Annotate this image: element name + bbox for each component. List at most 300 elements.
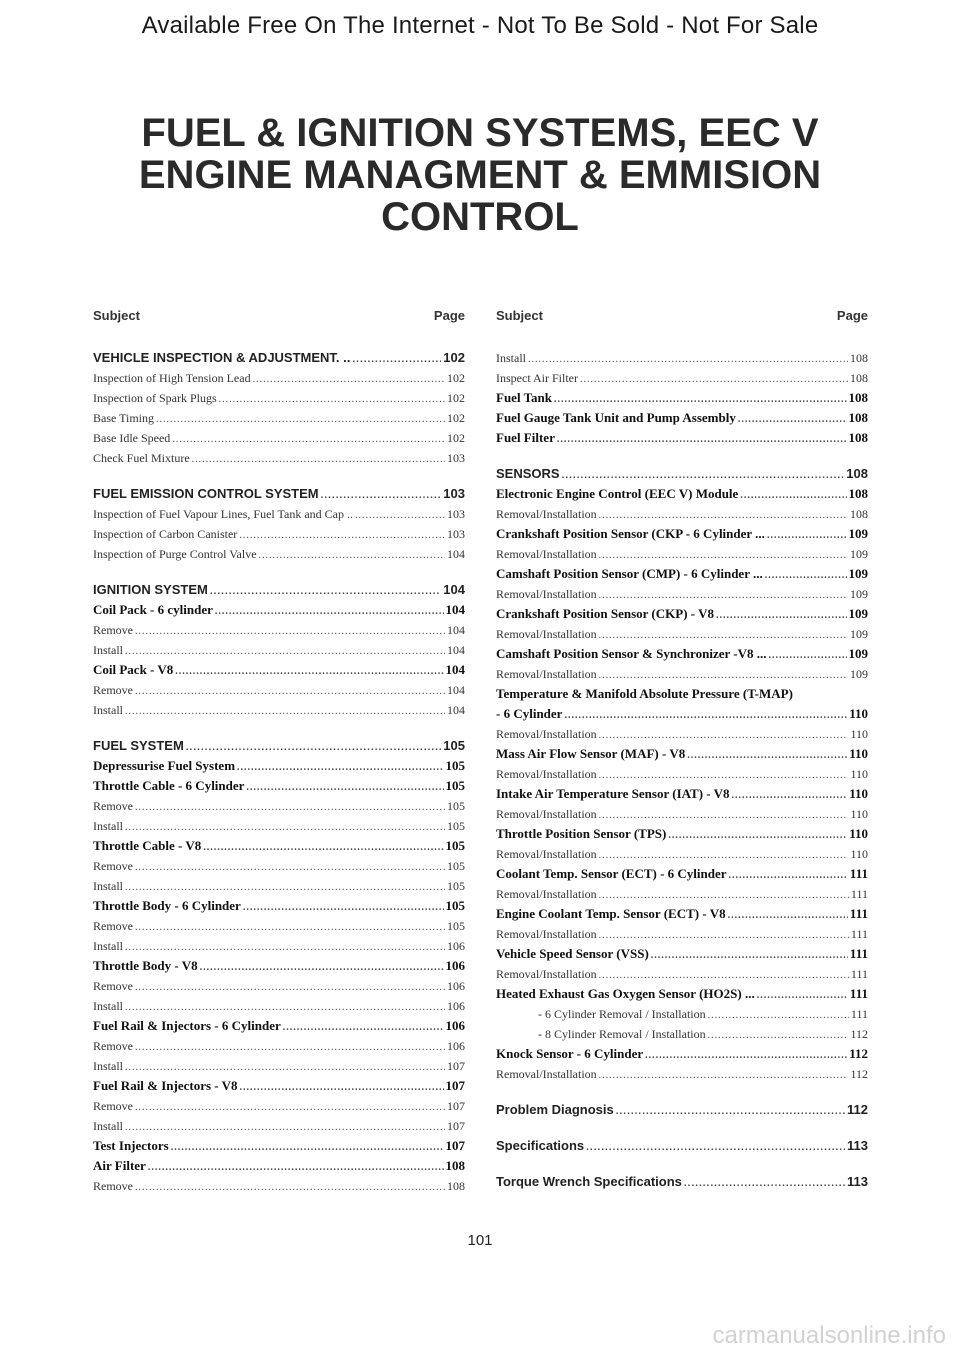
toc-entry-title: Inspection of Fuel Vapour Lines, Fuel Tank and Cap .. bbox=[93, 507, 354, 521]
dot-leader bbox=[767, 526, 847, 546]
dot-leader bbox=[200, 958, 444, 978]
toc-entry-page: 109 bbox=[848, 526, 868, 541]
toc-entry-page: 106 bbox=[447, 999, 465, 1013]
dot-leader bbox=[740, 486, 846, 506]
toc-entry bbox=[496, 864, 868, 884]
toc-entry bbox=[93, 640, 465, 660]
toc-entry-page: 104 bbox=[445, 602, 465, 617]
toc-entry-title: Intake Air Temperature Sensor (IAT) - V8 bbox=[496, 786, 730, 801]
toc-entry-title: Engine Coolant Temp. Sensor (ECT) - V8 bbox=[496, 906, 726, 921]
dot-leader bbox=[156, 410, 445, 430]
toc-entry-page: 102 bbox=[443, 350, 465, 365]
toc-entry-title: Crankshaft Position Sensor (CKP - 6 Cylinder ... bbox=[496, 526, 765, 541]
toc-entry-page: 109 bbox=[850, 547, 868, 561]
dot-leader bbox=[355, 506, 445, 526]
toc-entry bbox=[93, 1076, 465, 1096]
toc-entry-page: 107 bbox=[447, 1119, 465, 1133]
toc-entry bbox=[496, 1064, 868, 1084]
toc-entry bbox=[496, 368, 868, 388]
toc-entry bbox=[496, 804, 868, 824]
toc-entry-title: Removal/Installation bbox=[496, 507, 597, 521]
title-line-2: ENGINE MANAGMENT & EMMISION bbox=[138, 153, 822, 197]
toc-entry bbox=[496, 824, 868, 844]
dot-leader bbox=[148, 1158, 444, 1178]
toc-entry-title: Removal/Installation bbox=[496, 1067, 597, 1081]
toc-entry bbox=[496, 484, 868, 504]
toc-entry-page: 104 bbox=[447, 547, 465, 561]
dot-leader bbox=[125, 1058, 445, 1078]
toc-entry-page: 109 bbox=[848, 646, 868, 661]
toc-entry-page: 111 bbox=[849, 906, 868, 921]
toc-entry-title: Install bbox=[93, 1119, 123, 1133]
toc-entry-page: 105 bbox=[445, 778, 465, 793]
toc-entry-title: Remove bbox=[93, 1099, 133, 1113]
toc-entry-page: 108 bbox=[850, 507, 868, 521]
dot-leader bbox=[125, 642, 445, 662]
toc-entry bbox=[93, 1136, 465, 1156]
toc-entry bbox=[496, 1136, 868, 1156]
toc-entry bbox=[93, 916, 465, 936]
toc-entry-title: Remove bbox=[93, 1039, 133, 1053]
dot-leader bbox=[135, 1098, 445, 1118]
dot-leader bbox=[203, 838, 443, 858]
toc-entry-title: Specifications bbox=[496, 1138, 585, 1153]
dot-leader bbox=[125, 1118, 445, 1138]
dot-leader bbox=[125, 938, 445, 958]
toc-entry bbox=[496, 408, 868, 428]
dot-leader bbox=[599, 726, 849, 746]
dot-leader bbox=[210, 582, 441, 602]
toc-entry bbox=[496, 964, 868, 984]
toc-entry-page: 113 bbox=[847, 1138, 868, 1153]
toc-entry-page: 104 bbox=[443, 582, 465, 597]
toc-entry bbox=[496, 784, 868, 804]
toc-entry-title: Throttle Body - V8 bbox=[93, 958, 198, 973]
toc-entry bbox=[496, 624, 868, 644]
toc-entry bbox=[496, 524, 868, 544]
toc-entry-title: Torque Wrench Specifications bbox=[496, 1174, 682, 1189]
dot-leader bbox=[554, 390, 846, 410]
dot-leader bbox=[564, 706, 847, 726]
toc-entry-page: 110 bbox=[849, 746, 868, 761]
toc-entry-title: Install bbox=[93, 879, 123, 893]
toc-left-column bbox=[93, 308, 465, 1196]
toc-entry bbox=[93, 600, 465, 620]
toc-entry-title: Remove bbox=[93, 799, 133, 813]
toc-entry bbox=[496, 884, 868, 904]
dot-leader bbox=[651, 946, 848, 966]
toc-entry bbox=[496, 984, 868, 1004]
toc-entry-page: 111 bbox=[850, 1007, 868, 1021]
dot-leader bbox=[557, 430, 847, 450]
dot-leader bbox=[215, 602, 444, 622]
toc-entry-title: Removal/Installation bbox=[496, 927, 597, 941]
dot-leader bbox=[135, 1178, 445, 1198]
dot-leader bbox=[687, 746, 847, 766]
dot-leader bbox=[716, 606, 846, 626]
toc-entry-title: Install bbox=[93, 819, 123, 833]
toc-entry-title: Install bbox=[93, 999, 123, 1013]
toc-entry-title: Problem Diagnosis bbox=[496, 1102, 614, 1117]
toc-entry-page: 112 bbox=[850, 1027, 868, 1041]
toc-entry bbox=[496, 664, 868, 684]
top-banner: Available Free On The Internet - Not To Be Sold - Not For Sale bbox=[141, 12, 819, 39]
toc-entry-title: Removal/Installation bbox=[496, 727, 597, 741]
toc-entry bbox=[93, 680, 465, 700]
page-label: Page bbox=[433, 308, 465, 323]
toc-entry-page: 107 bbox=[445, 1078, 465, 1093]
toc-entry-title: Vehicle Speed Sensor (VSS) bbox=[496, 946, 649, 961]
toc-entry-title: Depressurise Fuel System bbox=[93, 758, 236, 773]
toc-entry bbox=[93, 1156, 465, 1176]
toc-entry bbox=[93, 1096, 465, 1116]
toc-entry-page: 110 bbox=[850, 767, 868, 781]
toc-entry-title: Removal/Installation bbox=[496, 627, 597, 641]
toc-entry-title: Removal/Installation bbox=[496, 887, 597, 901]
toc-entry bbox=[496, 764, 868, 784]
toc-entry-page: 107 bbox=[447, 1099, 465, 1113]
toc-entry-title: Coil Pack - 6 cylinder bbox=[93, 602, 213, 617]
dot-leader bbox=[729, 866, 848, 886]
toc-entry-title: Fuel Filter bbox=[496, 430, 555, 445]
toc-entry-title: Install bbox=[93, 643, 123, 657]
toc-entry bbox=[496, 844, 868, 864]
toc-left-header bbox=[93, 308, 465, 326]
toc-entry-title: Remove bbox=[93, 683, 133, 697]
dot-leader bbox=[708, 1006, 849, 1026]
toc-entry bbox=[93, 896, 465, 916]
toc-entry bbox=[93, 544, 465, 564]
dot-leader bbox=[616, 1102, 845, 1122]
dot-leader bbox=[135, 918, 445, 938]
toc-entry-title: Removal/Installation bbox=[496, 587, 597, 601]
toc-entry bbox=[496, 704, 868, 724]
dot-leader bbox=[599, 666, 848, 686]
dot-leader bbox=[135, 1038, 445, 1058]
toc-entry-page: 103 bbox=[447, 527, 465, 541]
toc-entry-title: IGNITION SYSTEM bbox=[93, 582, 208, 597]
toc-entry bbox=[93, 996, 465, 1016]
dot-leader bbox=[586, 1138, 845, 1158]
toc-entry-page: 105 bbox=[447, 799, 465, 813]
toc-entry-title: - 6 Cylinder Removal / Installation bbox=[538, 1007, 706, 1021]
toc-entry-title: Inspection of High Tension Lead bbox=[93, 371, 251, 385]
dot-leader bbox=[219, 390, 445, 410]
toc-entry-page: 106 bbox=[447, 979, 465, 993]
dot-leader bbox=[738, 410, 847, 430]
toc-entry-title: Camshaft Position Sensor (CMP) - 6 Cylinder ... bbox=[496, 566, 763, 581]
toc-entry-page: 113 bbox=[847, 1174, 868, 1189]
dot-leader bbox=[135, 978, 445, 998]
toc-entry bbox=[496, 388, 868, 408]
dot-leader bbox=[562, 466, 845, 486]
toc-entry-page: 112 bbox=[850, 1067, 868, 1081]
toc-entry-title: Inspection of Carbon Canister bbox=[93, 527, 238, 541]
toc-entry-page: 107 bbox=[447, 1059, 465, 1073]
toc-entry-page: 111 bbox=[849, 946, 868, 961]
toc-entry-title: Test Injectors bbox=[93, 1138, 169, 1153]
toc-entry-page: 102 bbox=[447, 431, 465, 445]
dot-leader bbox=[125, 998, 445, 1018]
toc-entry-title: Fuel Rail & Injectors - 6 Cylinder bbox=[93, 1018, 281, 1033]
toc-entry-title: Throttle Cable - V8 bbox=[93, 838, 202, 853]
toc-entry-title: Install bbox=[93, 703, 123, 717]
toc-entry-title: SENSORS bbox=[496, 466, 560, 481]
section-gap bbox=[93, 720, 465, 736]
toc-entry-title: Fuel Rail & Injectors - V8 bbox=[93, 1078, 238, 1093]
dot-leader bbox=[668, 826, 847, 846]
toc-entry bbox=[496, 1172, 868, 1192]
dot-leader bbox=[175, 662, 443, 682]
toc-entry-title: Throttle Cable - 6 Cylinder bbox=[93, 778, 245, 793]
toc-entry bbox=[93, 836, 465, 856]
toc-entry-page: 104 bbox=[447, 623, 465, 637]
toc-entry-page: 106 bbox=[445, 1018, 465, 1033]
toc-right-entries bbox=[496, 348, 868, 1192]
toc-entry-title: Remove bbox=[93, 623, 133, 637]
toc-entry-title: Removal/Installation bbox=[496, 847, 597, 861]
toc-entry-title: Base Timing bbox=[93, 411, 155, 425]
toc-entry bbox=[496, 348, 868, 368]
toc-entry-title: Removal/Installation bbox=[496, 667, 597, 681]
toc-entry bbox=[93, 1036, 465, 1056]
toc-entry bbox=[93, 1056, 465, 1076]
toc-entry-page: 106 bbox=[447, 1039, 465, 1053]
toc-entry-page: 104 bbox=[445, 662, 465, 677]
dot-leader bbox=[599, 926, 849, 946]
toc-entry bbox=[93, 816, 465, 836]
toc-entry-title: FUEL SYSTEM bbox=[93, 738, 184, 753]
dot-leader bbox=[684, 1174, 845, 1194]
dot-leader bbox=[172, 430, 445, 450]
toc-entry-page: 109 bbox=[848, 606, 868, 621]
toc-entry-page: 108 bbox=[846, 466, 868, 481]
dot-leader bbox=[192, 450, 445, 470]
toc-entry bbox=[93, 736, 465, 756]
toc-entry-title: Base Idle Speed bbox=[93, 431, 171, 445]
toc-entry-title: Remove bbox=[93, 859, 133, 873]
dot-leader bbox=[171, 1138, 444, 1158]
toc-entry bbox=[93, 368, 465, 388]
toc-entry-title: Crankshaft Position Sensor (CKP) - V8 bbox=[496, 606, 715, 621]
dot-leader bbox=[708, 1026, 849, 1046]
toc-entry bbox=[496, 644, 868, 664]
toc-entry-page: 106 bbox=[445, 958, 465, 973]
toc-entry-page: 103 bbox=[447, 507, 465, 521]
toc-entry-title: Removal/Installation bbox=[496, 807, 597, 821]
watermark: carmanualsonline.info bbox=[712, 1322, 946, 1349]
toc-entry-title: Inspection of Purge Control Valve bbox=[93, 547, 257, 561]
toc-entry-page: 108 bbox=[445, 1158, 465, 1173]
toc-entry-page: 104 bbox=[447, 703, 465, 717]
toc-entry bbox=[93, 876, 465, 896]
dot-leader bbox=[528, 350, 848, 370]
toc-entry-page: 108 bbox=[447, 1179, 465, 1193]
toc-entry-page: 108 bbox=[848, 390, 868, 405]
toc-entry-title: Inspection of Spark Plugs bbox=[93, 391, 217, 405]
toc-entry bbox=[93, 700, 465, 720]
toc-entry-title: - 6 Cylinder bbox=[496, 706, 563, 721]
toc-entry-title: Air Filter bbox=[93, 1158, 146, 1173]
toc-entry-page: 110 bbox=[850, 807, 868, 821]
dot-leader bbox=[246, 778, 443, 798]
toc-entry-title: Removal/Installation bbox=[496, 547, 597, 561]
toc-entry bbox=[93, 1116, 465, 1136]
toc-entry-page: 107 bbox=[445, 1138, 465, 1153]
toc-entry bbox=[496, 924, 868, 944]
toc-entry bbox=[93, 856, 465, 876]
toc-entry-page: 105 bbox=[443, 738, 465, 753]
toc-entry-title: Remove bbox=[93, 1179, 133, 1193]
toc-entry bbox=[93, 956, 465, 976]
page-number: 101 bbox=[467, 1232, 493, 1249]
toc-entry bbox=[496, 584, 868, 604]
section-gap bbox=[496, 1120, 868, 1136]
dot-leader bbox=[599, 846, 849, 866]
toc-right-column bbox=[496, 308, 868, 1192]
dot-leader bbox=[321, 486, 442, 506]
toc-entry-page: 108 bbox=[848, 410, 868, 425]
toc-entry-title: Mass Air Flow Sensor (MAF) - V8 bbox=[496, 746, 686, 761]
toc-entry-title: Temperature & Manifold Absolute Pressure (T-MAP) bbox=[496, 686, 793, 701]
toc-entry-page: 109 bbox=[850, 587, 868, 601]
page-title bbox=[80, 112, 880, 238]
toc-entry-page: 105 bbox=[447, 859, 465, 873]
dot-leader bbox=[135, 682, 445, 702]
toc-entry bbox=[496, 564, 868, 584]
toc-entry bbox=[93, 796, 465, 816]
toc-entry-title: Inspect Air Filter bbox=[496, 371, 578, 385]
dot-leader bbox=[599, 886, 849, 906]
toc-entry-page: 104 bbox=[447, 643, 465, 657]
dot-leader bbox=[243, 898, 444, 918]
toc-entry bbox=[93, 580, 465, 600]
dot-leader bbox=[186, 738, 442, 758]
toc-entry bbox=[93, 448, 465, 468]
dot-leader bbox=[237, 758, 443, 778]
dot-leader bbox=[599, 586, 848, 606]
dot-leader bbox=[125, 878, 445, 898]
dot-leader bbox=[125, 702, 445, 722]
toc-entry-page: 105 bbox=[447, 879, 465, 893]
toc-entry bbox=[93, 408, 465, 428]
page-label: Page bbox=[836, 308, 868, 323]
toc-entry-title: Coil Pack - V8 bbox=[93, 662, 174, 677]
toc-entry-page: 110 bbox=[850, 847, 868, 861]
section-gap bbox=[496, 448, 868, 464]
toc-entry-title: Remove bbox=[93, 919, 133, 933]
toc-entry bbox=[93, 484, 465, 504]
toc-entry-page: 105 bbox=[447, 819, 465, 833]
dot-leader bbox=[599, 546, 848, 566]
toc-entry-title: - 8 Cylinder Removal / Installation bbox=[538, 1027, 706, 1041]
dot-leader bbox=[728, 906, 848, 926]
toc-entry-page: 111 bbox=[850, 967, 868, 981]
toc-entry bbox=[496, 604, 868, 624]
toc-entry-page: 108 bbox=[850, 371, 868, 385]
subject-label: Subject bbox=[93, 308, 140, 323]
toc-entry-title: VEHICLE INSPECTION & ADJUSTMENT. .. bbox=[93, 350, 351, 365]
toc-entry-title: Throttle Position Sensor (TPS) bbox=[496, 826, 667, 841]
dot-leader bbox=[599, 506, 848, 526]
toc-entry-title: FUEL EMISSION CONTROL SYSTEM bbox=[93, 486, 319, 501]
toc-entry-title: Fuel Tank bbox=[496, 390, 553, 405]
toc-entry bbox=[93, 1016, 465, 1036]
dot-leader bbox=[765, 566, 847, 586]
toc-entry-title: Throttle Body - 6 Cylinder bbox=[93, 898, 241, 913]
toc-entry bbox=[93, 660, 465, 680]
toc-right-header bbox=[496, 308, 868, 326]
toc-entry bbox=[93, 524, 465, 544]
toc-entry bbox=[496, 1044, 868, 1064]
toc-entry-page: 103 bbox=[447, 451, 465, 465]
toc-entry bbox=[496, 504, 868, 524]
toc-entry-title: Heated Exhaust Gas Oxygen Sensor (HO2S) ... bbox=[496, 986, 755, 1001]
toc-entry-page: 109 bbox=[850, 667, 868, 681]
toc-entry-page: 111 bbox=[849, 986, 868, 1001]
dot-leader bbox=[240, 1078, 444, 1098]
dot-leader bbox=[259, 546, 445, 566]
toc-entry bbox=[496, 1024, 868, 1044]
dot-leader bbox=[135, 622, 445, 642]
dot-leader bbox=[599, 766, 849, 786]
toc-entry-page: 111 bbox=[850, 927, 868, 941]
toc-entry-page: 110 bbox=[849, 786, 868, 801]
section-gap bbox=[93, 468, 465, 484]
dot-leader bbox=[135, 798, 445, 818]
title-line-1: FUEL & IGNITION SYSTEMS, EEC V bbox=[141, 111, 819, 155]
toc-entry-page: 105 bbox=[445, 838, 465, 853]
toc-entry-page: 110 bbox=[849, 826, 868, 841]
toc-entry bbox=[93, 1176, 465, 1196]
toc-entry bbox=[93, 428, 465, 448]
toc-entry-page: 110 bbox=[850, 727, 868, 741]
toc-entry bbox=[496, 1004, 868, 1024]
toc-entry bbox=[93, 348, 465, 368]
dot-leader bbox=[283, 1018, 444, 1038]
toc-entry-page: 109 bbox=[850, 627, 868, 641]
toc-entry-page: 105 bbox=[445, 758, 465, 773]
toc-entry-title: Knock Sensor - 6 Cylinder bbox=[496, 1046, 644, 1061]
toc-entry-page: 102 bbox=[447, 391, 465, 405]
dot-leader bbox=[580, 370, 848, 390]
toc-entry-title: Install bbox=[496, 351, 526, 365]
toc-entry bbox=[496, 724, 868, 744]
toc-entry-page: 108 bbox=[848, 486, 868, 501]
section-gap bbox=[496, 1084, 868, 1100]
dot-leader bbox=[732, 786, 848, 806]
toc-entry bbox=[93, 936, 465, 956]
toc-entry-page: 103 bbox=[443, 486, 465, 501]
dot-leader bbox=[352, 350, 441, 370]
toc-entry-page: 104 bbox=[447, 683, 465, 697]
toc-entry bbox=[93, 620, 465, 640]
toc-entry bbox=[496, 428, 868, 448]
toc-entry bbox=[496, 684, 868, 704]
toc-entry-title: Install bbox=[93, 1059, 123, 1073]
toc-entry bbox=[496, 1100, 868, 1120]
toc-entry-title: Electronic Engine Control (EEC V) Module bbox=[496, 486, 739, 501]
toc-entry bbox=[93, 756, 465, 776]
dot-leader bbox=[239, 526, 445, 546]
section-gap bbox=[93, 564, 465, 580]
toc-entry-title: Remove bbox=[93, 979, 133, 993]
toc-entry-page: 102 bbox=[447, 411, 465, 425]
toc-entry-title: Install bbox=[93, 939, 123, 953]
toc-entry-title: Removal/Installation bbox=[496, 767, 597, 781]
toc-entry bbox=[496, 464, 868, 484]
dot-leader bbox=[599, 626, 848, 646]
